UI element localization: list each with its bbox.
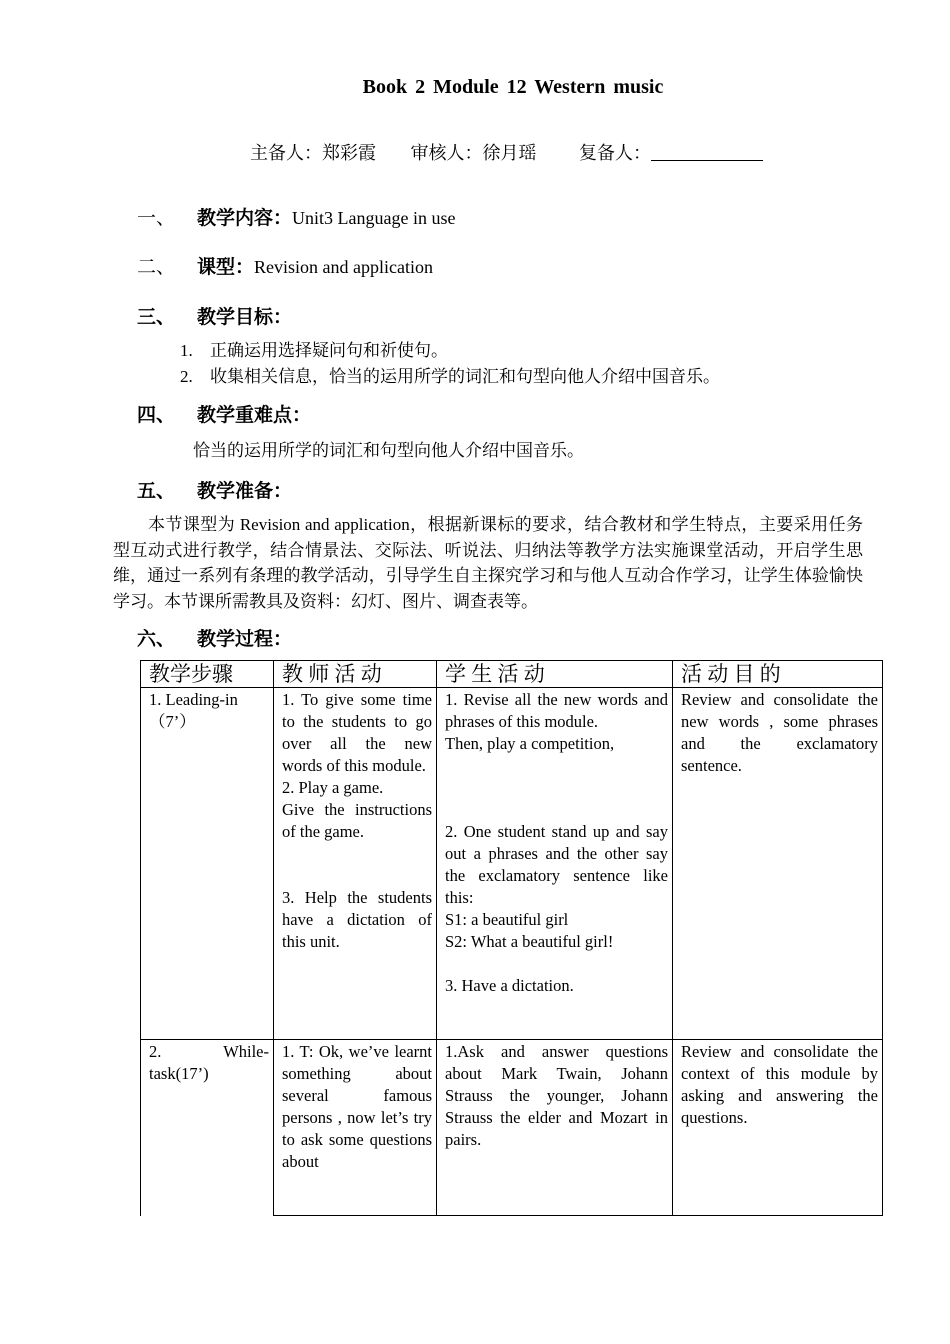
section-label: 课型： — [197, 257, 255, 278]
teacher-cell: 1. T: Ok, we’ve learnt something about several famous persons , now let’s try to ask some questions about — [274, 1040, 437, 1216]
section-label: 教学过程： — [197, 629, 293, 650]
main-preparer: 主备人：郑彩霞 — [250, 143, 376, 163]
section-number: 五、 — [137, 481, 176, 502]
purpose-cell: Review and consolidate the new words , some phrases and the exclamatory sentence. — [673, 688, 883, 1040]
preparers-line — [250, 139, 763, 165]
header-purpose: 活 动 目 的 — [673, 661, 883, 688]
teacher-cell: 1. To give some time to the students to go over all the new words of this module. 2. Play a game. Give the instructions of the game. 3. Help the students have a dictation of this unit. — [274, 688, 437, 1040]
section-value: Revision and application — [254, 257, 433, 277]
section-value: Unit3 Language in use — [292, 208, 456, 228]
section-key-points — [137, 400, 311, 427]
page-title: Book 2 Module 12 Western music — [362, 76, 664, 98]
section-objectives — [137, 302, 292, 329]
objectives-list — [180, 338, 720, 390]
process-table — [140, 660, 883, 1216]
reviewer: 审核人：徐月瑶 — [410, 143, 537, 163]
section-label: 教学目标： — [197, 307, 293, 328]
preparation-text: 本节课型为 Revision and application，根据新课标的要求，结合教材和学生特点，主要采用任务型互动式进行教学，结合情景法、交际法、听说法、归纳法等教学方法实施课堂活动，开启学生思维，通过一系列有条理的教学活动，引导学生自主探究学习和与他人互动合作学习，让学生体验愉快学习。本节课所需教具及资料：幻灯、图片、调查表等。 — [113, 515, 863, 611]
table-row — [141, 688, 883, 1040]
step-cell: 2. While- task(17’) — [141, 1040, 274, 1216]
section-number: 二、 — [137, 257, 176, 278]
secondary-preparer-blank — [651, 142, 763, 161]
section-label: 教学准备： — [197, 481, 293, 502]
header-step: 教学步骤 — [141, 661, 274, 688]
section-label: 教学内容： — [197, 208, 293, 229]
section-preparation — [137, 476, 292, 503]
section-number: 四、 — [137, 405, 176, 426]
purpose-cell: Review and consolidate the context of this module by asking and answering the questions. — [673, 1040, 883, 1216]
header-student: 学 生 活 动 — [437, 661, 673, 688]
header-teacher: 教 师 活 动 — [274, 661, 437, 688]
table-row — [141, 1040, 883, 1216]
section-number: 三、 — [137, 307, 176, 328]
step-cell: 1. Leading-in （7’） — [141, 688, 274, 1040]
key-points-text: 恰当的运用所学的词汇和句型向他人介绍中国音乐。 — [193, 441, 584, 460]
section-number: 六、 — [137, 629, 176, 650]
section-number: 一、 — [137, 208, 176, 229]
secondary-preparer-label: 复备人： — [579, 143, 651, 163]
section-type — [137, 252, 433, 279]
list-item: 2. 收集相关信息，恰当的运用所学的词汇和句型向他人介绍中国音乐。 — [180, 367, 720, 386]
student-cell: 1.Ask and answer questions about Mark Twain, Johann Strauss the younger, Johann Strauss the elder and Mozart in pairs. — [437, 1040, 673, 1216]
student-cell: 1. Revise all the new words and phrases of this module. Then, play a competition, 2. One student stand up and say out a phrases and the other say the exclamatory sentence like this: S1: a beautiful girl S2: What a beautiful girl! 3. Have a dictation. — [437, 688, 673, 1040]
table-header-row — [141, 661, 883, 688]
section-process — [137, 624, 292, 651]
section-label: 教学重难点： — [197, 405, 312, 426]
section-content — [137, 203, 455, 230]
list-item: 1. 正确运用选择疑问句和祈使句。 — [180, 341, 448, 360]
